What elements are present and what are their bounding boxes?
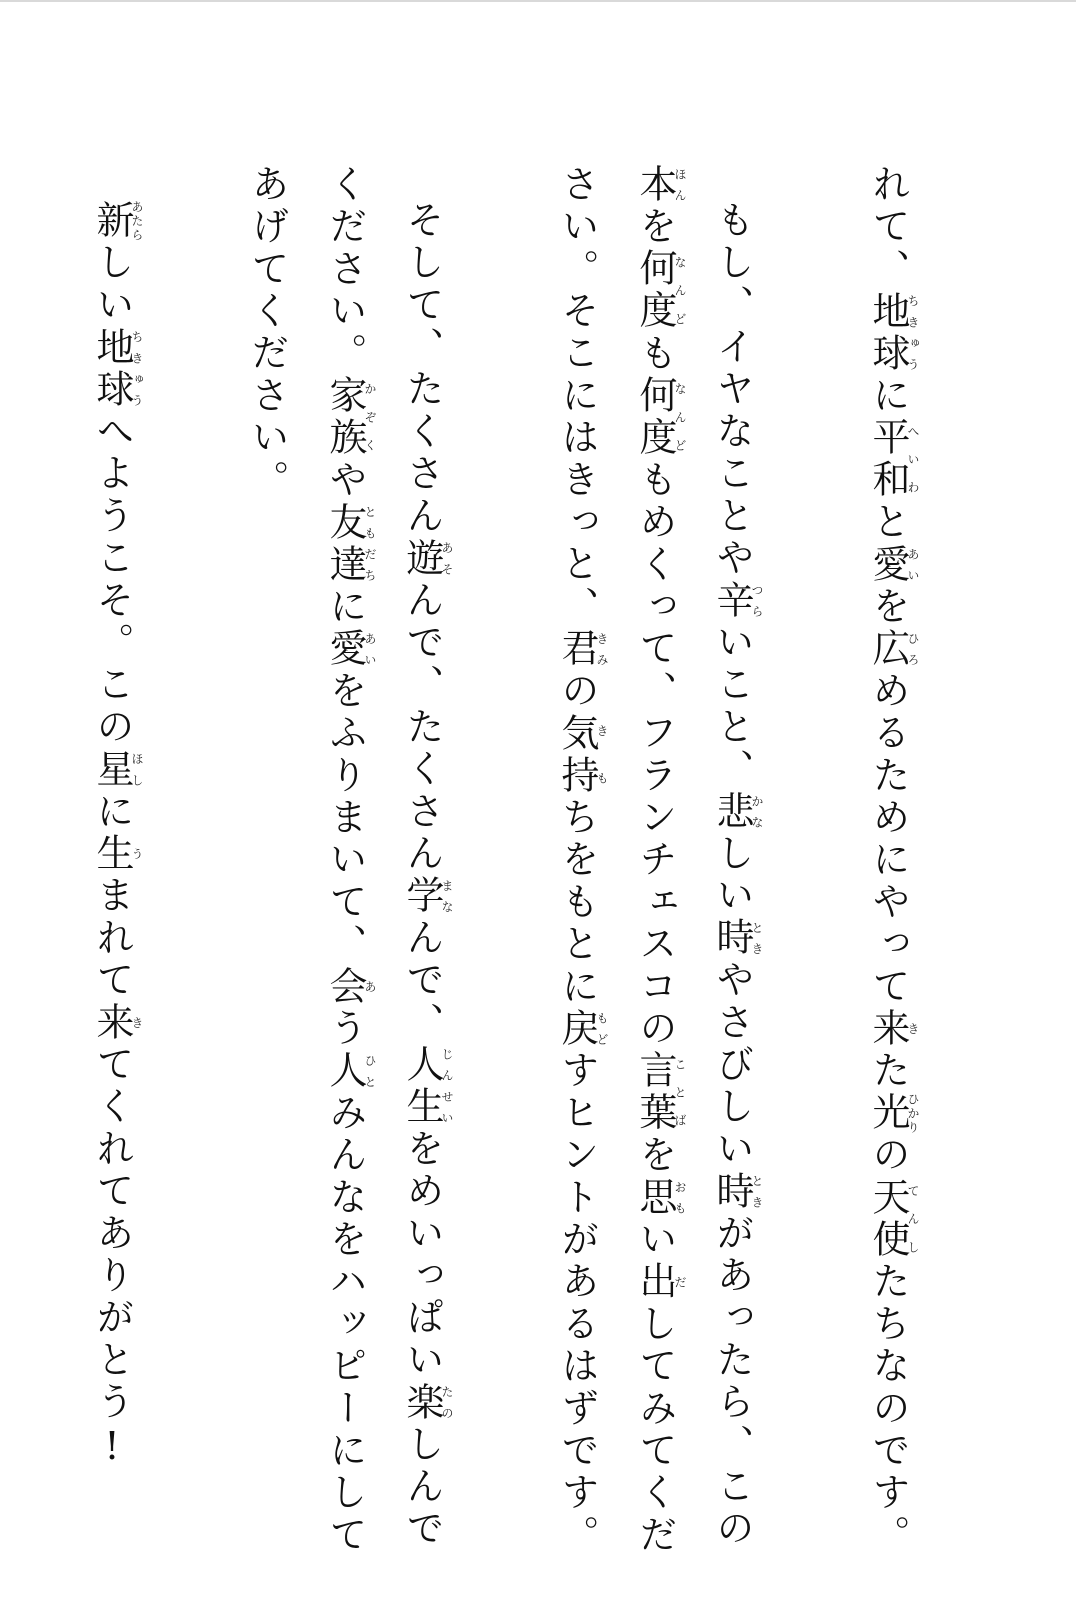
ruby-word — [90, 200, 144, 243]
ruby-word — [633, 1176, 687, 1220]
ruby-word — [710, 1170, 764, 1213]
ruby-base: 平和 — [866, 417, 910, 502]
text-column-3 — [624, 164, 686, 1557]
ruby-word — [323, 1050, 377, 1093]
ruby-base: 言葉 — [633, 1050, 677, 1135]
furigana: たの — [440, 1381, 454, 1424]
text-run: してみてくだ — [633, 1303, 677, 1557]
ruby-word — [323, 965, 377, 1009]
text-run: もめくって、フランチェスコの — [633, 459, 677, 1051]
furigana: あ — [363, 965, 377, 1009]
text-column-6 — [314, 164, 376, 1557]
furigana: きみ — [595, 628, 609, 671]
ruby-base: 戻 — [555, 1008, 599, 1051]
text-run: や — [323, 459, 367, 502]
ruby-word — [633, 1261, 687, 1304]
furigana: ことば — [673, 1050, 687, 1135]
furigana: とき — [750, 1170, 764, 1213]
text-run: めるためにやって — [866, 670, 910, 1009]
furigana: う — [130, 833, 144, 876]
ruby-base: 辛 — [710, 579, 754, 623]
ruby-word — [633, 375, 687, 460]
text-run: をめいっぱい — [400, 1128, 444, 1382]
ruby-word — [710, 917, 764, 960]
ruby-word — [555, 1008, 609, 1051]
text-run: と — [866, 501, 910, 544]
ruby-word — [866, 1092, 920, 1135]
ruby-base: 星 — [90, 748, 134, 791]
furigana: つら — [750, 579, 764, 623]
text-run: そして、たくさん — [400, 200, 444, 538]
furigana: ちきゅう — [130, 326, 144, 412]
furigana: じんせい — [440, 1044, 454, 1129]
furigana: き — [130, 1001, 144, 1045]
text-run: さい。そこにはきっと、 — [555, 164, 599, 629]
ruby-base: 時 — [710, 1170, 754, 1213]
ruby-word — [866, 1176, 920, 1262]
text-run: しんで — [400, 1423, 444, 1551]
ruby-base: 思 — [633, 1176, 677, 1220]
ruby-base: 愛 — [866, 543, 910, 587]
ruby-base: 新 — [90, 200, 134, 243]
text-run: に — [866, 375, 910, 418]
text-run: を — [633, 1134, 677, 1177]
ruby-word — [866, 1008, 920, 1051]
ruby-base: 人生 — [400, 1044, 444, 1129]
ruby-base: 地球 — [90, 326, 134, 412]
furigana: ひろ — [906, 628, 920, 671]
ruby-word — [633, 248, 687, 333]
ruby-base: 天使 — [866, 1176, 910, 1262]
ruby-word — [555, 628, 609, 671]
ruby-base: 光 — [866, 1092, 910, 1135]
furigana: きも — [595, 712, 609, 798]
text-column-4 — [546, 164, 608, 1557]
text-column-1 — [857, 164, 919, 1557]
text-run: あげてください。 — [245, 164, 289, 502]
ruby-base: 人 — [323, 1050, 367, 1093]
text-run: も — [633, 332, 677, 376]
ruby-word — [866, 417, 920, 502]
text-column-8 — [81, 200, 143, 1472]
text-run: まれて — [90, 875, 134, 1002]
ruby-base: 生 — [90, 833, 134, 876]
text-run: いこと、 — [710, 622, 754, 791]
text-run: た — [866, 1050, 910, 1093]
ruby-word — [323, 628, 377, 671]
furigana: もど — [595, 1008, 609, 1051]
furigana: なんど — [673, 248, 687, 333]
ruby-word — [400, 537, 454, 580]
ruby-word — [90, 326, 144, 412]
furigana: ともだち — [363, 501, 377, 587]
ruby-base: 会 — [323, 965, 367, 1009]
furigana: あい — [363, 628, 377, 671]
ruby-base: 楽 — [400, 1381, 444, 1424]
ruby-base: 時 — [710, 917, 754, 960]
text-run: てくれてありがとう! — [90, 1044, 134, 1473]
text-run: しい — [90, 242, 134, 327]
text-run: たちなのです。 — [866, 1261, 910, 1557]
ruby-word — [323, 375, 377, 460]
furigana: かぞく — [363, 375, 377, 460]
ruby-word — [710, 579, 764, 623]
furigana: ひかり — [906, 1092, 920, 1135]
ruby-base: 何度 — [633, 375, 677, 460]
ruby-base: 出 — [633, 1261, 677, 1304]
ruby-word — [400, 875, 454, 918]
ruby-base: 愛 — [323, 628, 367, 671]
furigana: き — [906, 1008, 920, 1051]
furigana: ひと — [363, 1050, 377, 1093]
ruby-word — [555, 712, 609, 798]
text-run: があったら、この — [710, 1212, 754, 1551]
text-run: の — [555, 670, 599, 713]
furigana: ちきゅう — [906, 290, 920, 376]
text-run: に — [90, 790, 134, 834]
text-run: の — [866, 1134, 910, 1177]
text-run: を — [866, 586, 910, 629]
ruby-word — [90, 833, 144, 876]
text-run: へようこそ。この — [90, 411, 134, 749]
text-column-7 — [236, 164, 298, 502]
text-run: をふりまいて、 — [323, 670, 367, 966]
ruby-word — [633, 164, 687, 207]
text-run: を — [633, 206, 677, 249]
ruby-word — [866, 290, 920, 376]
text-run: もし、イヤなことや — [710, 200, 754, 580]
ruby-word — [323, 501, 377, 587]
furigana: なんど — [673, 375, 687, 460]
ruby-base: 本 — [633, 164, 677, 207]
text-run: ください。 — [323, 164, 367, 375]
furigana: かな — [750, 790, 764, 834]
ruby-base: 家族 — [323, 375, 367, 460]
text-run: すヒントがあるはずです。 — [555, 1050, 599, 1557]
furigana: てんし — [906, 1176, 920, 1262]
ruby-base: 気持 — [555, 712, 599, 798]
text-run: みんなをハッピーにして — [323, 1092, 367, 1557]
furigana: まな — [440, 875, 454, 918]
text-run: に — [323, 586, 367, 629]
ruby-word — [866, 628, 920, 671]
text-run: う — [323, 1008, 367, 1051]
furigana: ほし — [130, 748, 144, 791]
ruby-base: 来 — [866, 1008, 910, 1051]
ruby-word — [633, 1050, 687, 1135]
ruby-base: 何度 — [633, 248, 677, 333]
furigana: ほん — [673, 164, 687, 207]
text-run: い — [633, 1219, 677, 1262]
ruby-word — [710, 790, 764, 834]
ruby-word — [400, 1044, 454, 1129]
ruby-word — [90, 1001, 144, 1045]
ruby-base: 地球 — [866, 290, 910, 376]
furigana: だ — [673, 1261, 687, 1304]
text-run: れて、 — [866, 164, 910, 291]
furigana: とき — [750, 917, 764, 960]
ruby-base: 君 — [555, 628, 599, 671]
ruby-base: 悲 — [710, 790, 754, 834]
text-column-2 — [701, 200, 763, 1550]
furigana: おも — [673, 1176, 687, 1220]
furigana: あたら — [130, 200, 144, 243]
ruby-base: 広 — [866, 628, 910, 671]
ruby-base: 来 — [90, 1001, 134, 1045]
ruby-word — [866, 543, 920, 587]
furigana: あい — [906, 543, 920, 587]
text-run: んで、 — [400, 917, 444, 1045]
ruby-base: 友達 — [323, 501, 367, 587]
text-run: んで、たくさん — [400, 579, 444, 876]
ruby-word — [90, 748, 144, 791]
ruby-base: 遊 — [400, 537, 444, 580]
text-run: ちをもとに — [555, 797, 599, 1009]
ruby-base: 学 — [400, 875, 444, 918]
ruby-word — [400, 1381, 454, 1424]
text-column-5 — [391, 200, 453, 1550]
text-run: しい — [710, 833, 754, 918]
furigana: へいわ — [906, 417, 920, 502]
furigana: あそ — [440, 537, 454, 580]
text-run: やさびしい — [710, 959, 754, 1171]
